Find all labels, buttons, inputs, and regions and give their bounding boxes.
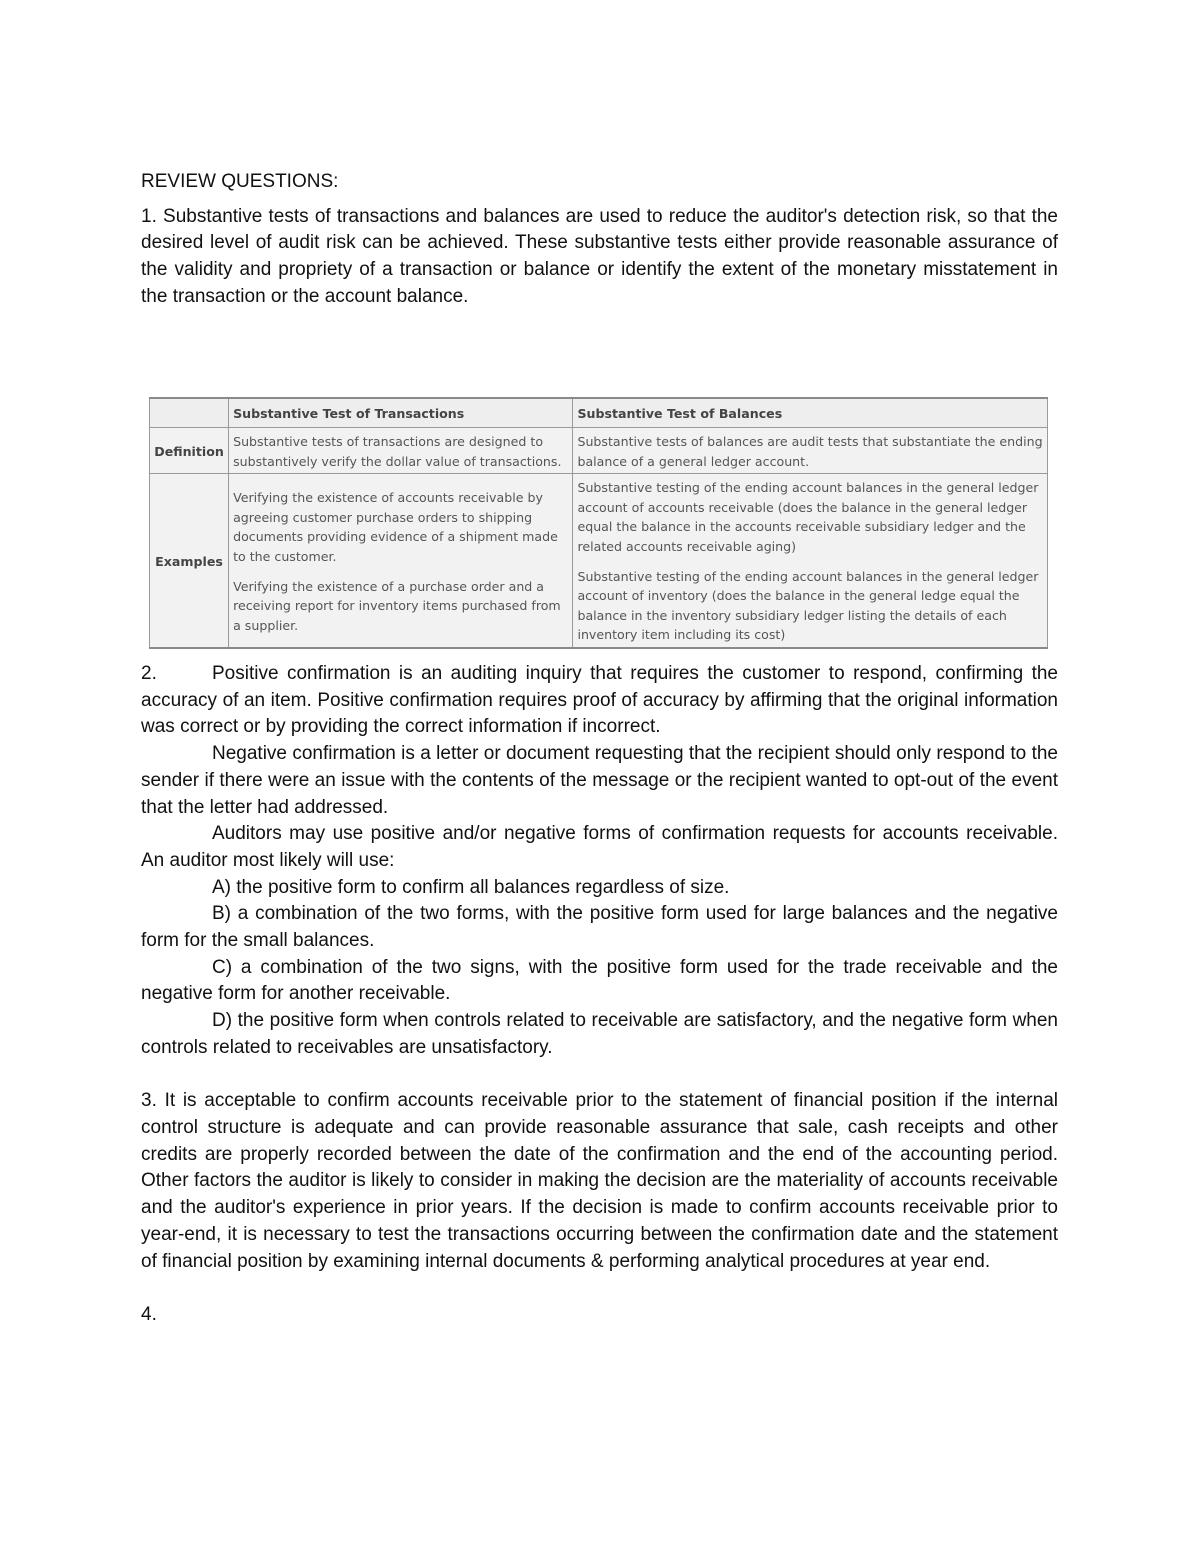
spacer [141, 1275, 1058, 1302]
table-header-blank [150, 398, 229, 428]
examples-transactions-cell [229, 474, 573, 648]
question-2-auditors: Auditors may use positive and/or negative forms of confirmation requests for accounts receivable. An auditor most likely will use: [141, 823, 1058, 871]
question-2-positive-text: Positive confirmation is an auditing inquiry that requires the customer to respond, confirming the accuracy of an item. Positive confirmation requires proof of accuracy by affirming that the original information was correct or by providing the correct information if incorrect. [141, 663, 1058, 738]
question-2-negative: Negative confirmation is a letter or document requesting that the recipient should only respond to the sender if there were an issue with the contents of the message or the recipient wanted to opt-out of the event that the letter had addressed. [141, 743, 1058, 818]
question-2-positive [141, 661, 1058, 741]
question-1-text: 1. Substantive tests of transactions and balances are used to reduce the auditor's detection risk, so that the desired level of audit risk can be achieved. These substantive tests either provide reasonable assurance of the validity and propriety of a transaction or balance or identify the extent of the monetary misstatement in the transaction or the account balance. [141, 205, 1058, 307]
question-2-option-c: C) a combination of the two signs, with the positive form used for the trade receivable and the negative form for another receivable. [141, 956, 1058, 1005]
document-page [141, 169, 1058, 1329]
examples-transactions-item-1: Verifying the existence of accounts receivable by agreeing customer purchase orders to shipping documents providing evidence of a shipment made to the customer. [233, 490, 558, 565]
row-label-examples: Examples [150, 474, 229, 648]
spacer [141, 649, 1058, 661]
substantive-tests-table-image [149, 397, 1048, 650]
examples-balances-cell [573, 474, 1048, 648]
substantive-tests-table [149, 397, 1048, 650]
spacer [141, 311, 1058, 397]
definition-transactions-cell: Substantive tests of transactions are designed to substantively verify the dollar value of transactions. [229, 428, 573, 474]
examples-balances-item-1: Substantive testing of the ending account balances in the general ledger account of accounts receivable (does the balance in the general ledger equal the balance in the accounts receivable subsidiary ledger and the related accounts receivable aging) [577, 480, 1039, 555]
definition-balances-cell: Substantive tests of balances are audit tests that substantiate the ending balance of a general ledger account. [573, 428, 1048, 474]
examples-transactions-item-2: Verifying the existence of a purchase order and a receiving report for inventory items purchased from a supplier. [233, 578, 561, 633]
table-header-transactions: Substantive Test of Transactions [229, 398, 573, 428]
examples-balances-item-2: Substantive testing of the ending account balances in the general ledger account of inventory (does the balance in the general ledge equal the balance in the inventory subsidiary ledger listing the details of each inventory item including its cost) [577, 568, 1039, 643]
question-4-number: 4. [141, 1303, 157, 1325]
table-header-row [150, 398, 1048, 428]
question-2-option-b: B) a combination of the two forms, with the positive form used for large balances and the negative form for the small balances. [141, 903, 1058, 952]
row-label-definition: Definition [150, 428, 229, 474]
table-row-examples [150, 474, 1048, 648]
question-2-number: 2. [141, 663, 157, 685]
question-2-option-a: A) the positive form to confirm all balances regardless of size. [212, 876, 730, 898]
spacer [141, 1062, 1058, 1089]
question-3-text: 3. It is acceptable to confirm accounts receivable prior to the statement of financial position if the internal control structure is adequate and can provide reasonable assurance that sale, cash receipts and other credits are properly recorded between the date of the confirmation and the end of the accounting period. Other factors the auditor is likely to consider in making the decision are the materiality of accounts receivable and the auditor's experience in prior years. If the decision is made to confirm accounts receivable prior to year-end, it is necessary to test the transactions occurring between the confirmation date and the statement of financial position by examining internal documents & performing analytical procedures at year end. [141, 1090, 1058, 1272]
cell-spacer [233, 567, 568, 577]
table-row-definition [150, 428, 1048, 474]
review-questions-heading: REVIEW QUESTIONS: [141, 171, 339, 192]
question-2-option-d: D) the positive form when controls related to receivable are satisfactory, and the negative form when controls related to receivables are unsatisfactory. [141, 1010, 1058, 1058]
cell-spacer [577, 557, 1043, 567]
table-header-balances: Substantive Test of Balances [573, 398, 1048, 428]
